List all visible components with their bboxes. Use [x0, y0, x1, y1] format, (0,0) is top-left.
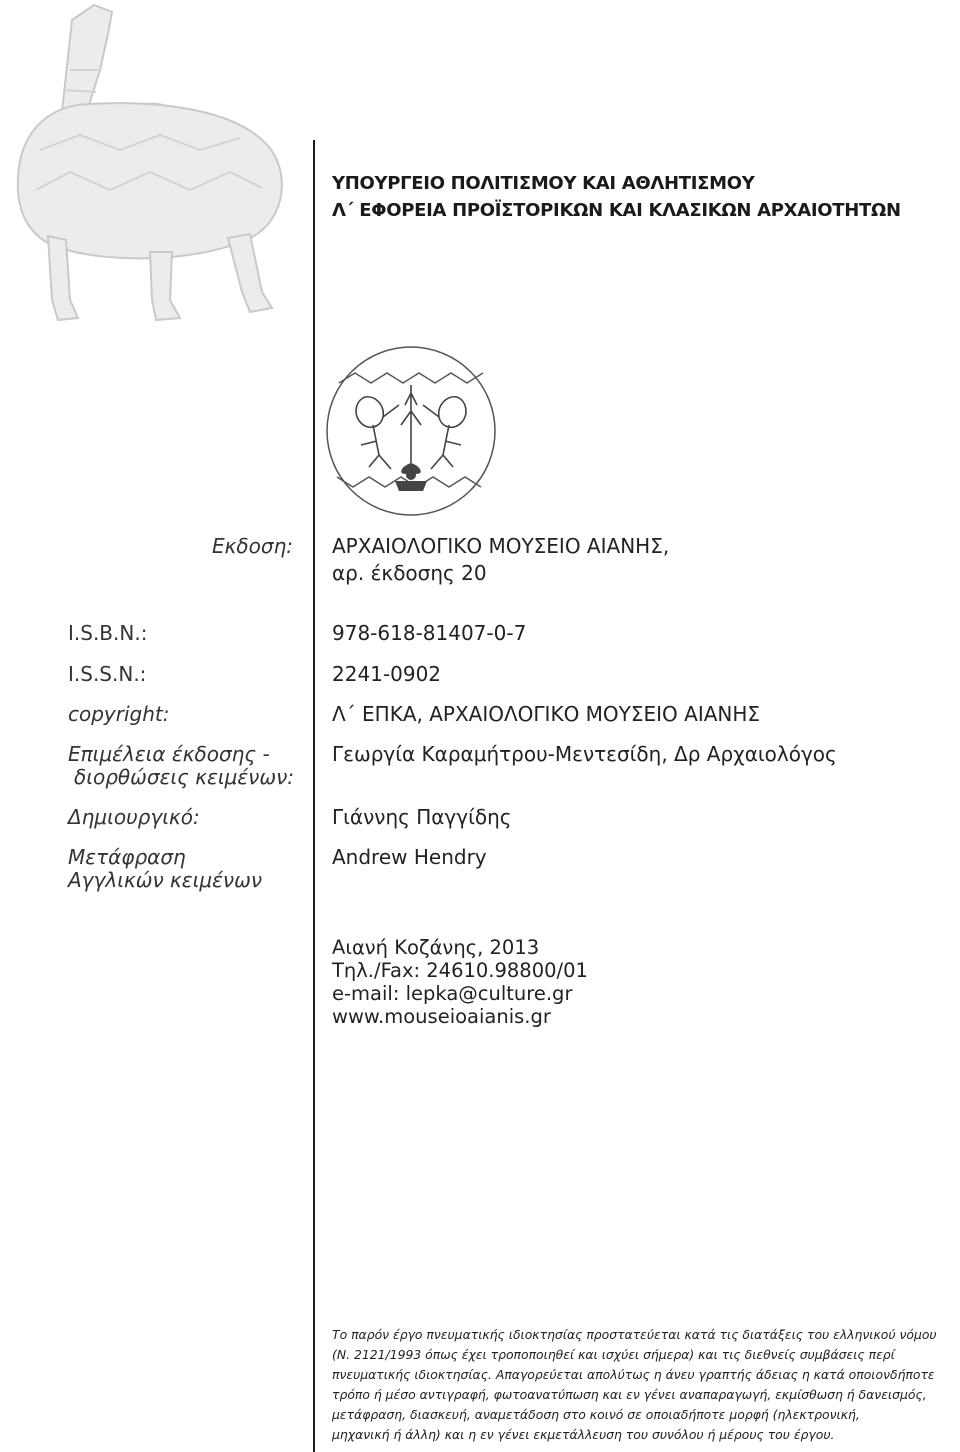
- ministry-heading: ΥΠΟΥΡΓΕΙΟ ΠΟΛΙΤΙΣΜΟΥ ΚΑΙ ΑΘΛΗΤΙΣΜΟΥ: [332, 173, 755, 194]
- legal-notice: [332, 1325, 954, 1445]
- vase-illustration: [0, 0, 320, 330]
- copyright-value: Λ΄ ΕΠΚΑ, ΑΡΧΑΙΟΛΟΓΙΚΟ ΜΟΥΣΕΙΟ ΑΙΑΝΗΣ: [332, 702, 761, 726]
- issn-label: I.S.S.N.:: [68, 662, 147, 686]
- translation-label-line1: Μετάφραση: [68, 845, 186, 869]
- legal-line: πνευματικής ιδιοκτησίας. Απαγορεύεται απολύτως η άνευ γραπτής άδειας η κατά οποιονδήποτε: [332, 1367, 935, 1382]
- edition-value-line1: ΑΡΧΑΙΟΛΟΓΙΚΟ ΜΟΥΣΕΙΟ ΑΙΑΝΗΣ,: [332, 534, 670, 558]
- translation-value: Andrew Hendry: [332, 845, 487, 869]
- creative-label: Δημιουργικό:: [68, 805, 200, 829]
- contact-phone: Τηλ./Fax: 24610.98800/01: [332, 959, 588, 982]
- isbn-value: 978-618-81407-0-7: [332, 621, 527, 645]
- museum-seal-emblem: [325, 345, 497, 517]
- legal-line: μηχανική ή άλλη) και η εν γένει εκμετάλλευση του συνόλου ή μέρους του έργου.: [332, 1427, 835, 1442]
- legal-line: μετάφραση, διασκευή, αναμετάδοση στο κοινό σε οποιαδήποτε μορφή (ηλεκτρονική,: [332, 1407, 860, 1422]
- editing-label-line1: Επιμέλεια έκδοσης -: [68, 742, 270, 766]
- contact-place: Αιανή Κοζάνης, 2013: [332, 936, 540, 959]
- contact-website[interactable]: www.mouseioaianis.gr: [332, 1005, 551, 1028]
- legal-line: (Ν. 2121/1993 όπως έχει τροποποιηθεί και ισχύει σήμερα) και τις διεθνείς συμβάσεις περί: [332, 1347, 895, 1362]
- contact-email[interactable]: e-mail: lepka@culture.gr: [332, 982, 573, 1005]
- translation-label-line2: Αγγλικών κειμένων: [68, 868, 263, 892]
- copyright-label: copyright:: [68, 702, 170, 726]
- ephorate-heading: Λ΄ ΕΦΟΡΕΙΑ ΠΡΟΪΣΤΟΡΙΚΩΝ ΚΑΙ ΚΛΑΣΙΚΩΝ ΑΡΧΑΙΟΤΗΤΩΝ: [332, 200, 901, 221]
- edition-label: Εκδοση:: [212, 534, 293, 558]
- editing-value: Γεωργία Καραμήτρου-Μεντεσίδη, Δρ Αρχαιολόγος: [332, 742, 837, 766]
- contact-block: [332, 936, 588, 1028]
- edition-value-line2: αρ. έκδοσης 20: [332, 561, 487, 585]
- legal-line: τρόπο ή μέσο αντιγραφή, φωτοανατύπωση και εν γένει αναπαραγωγή, εκμίσθωση ή δανεισμός,: [332, 1387, 927, 1402]
- issn-value: 2241-0902: [332, 662, 442, 686]
- creative-value: Γιάννης Παγγίδης: [332, 805, 512, 829]
- isbn-label: I.S.B.N.:: [68, 621, 148, 645]
- vertical-divider: [313, 140, 315, 1452]
- legal-line: Το παρόν έργο πνευματικής ιδιοκτησίας προστατεύεται κατά τις διατάξεις του ελληνικού νόμου: [332, 1327, 937, 1342]
- editing-label-line2: διορθώσεις κειμένων:: [74, 765, 294, 789]
